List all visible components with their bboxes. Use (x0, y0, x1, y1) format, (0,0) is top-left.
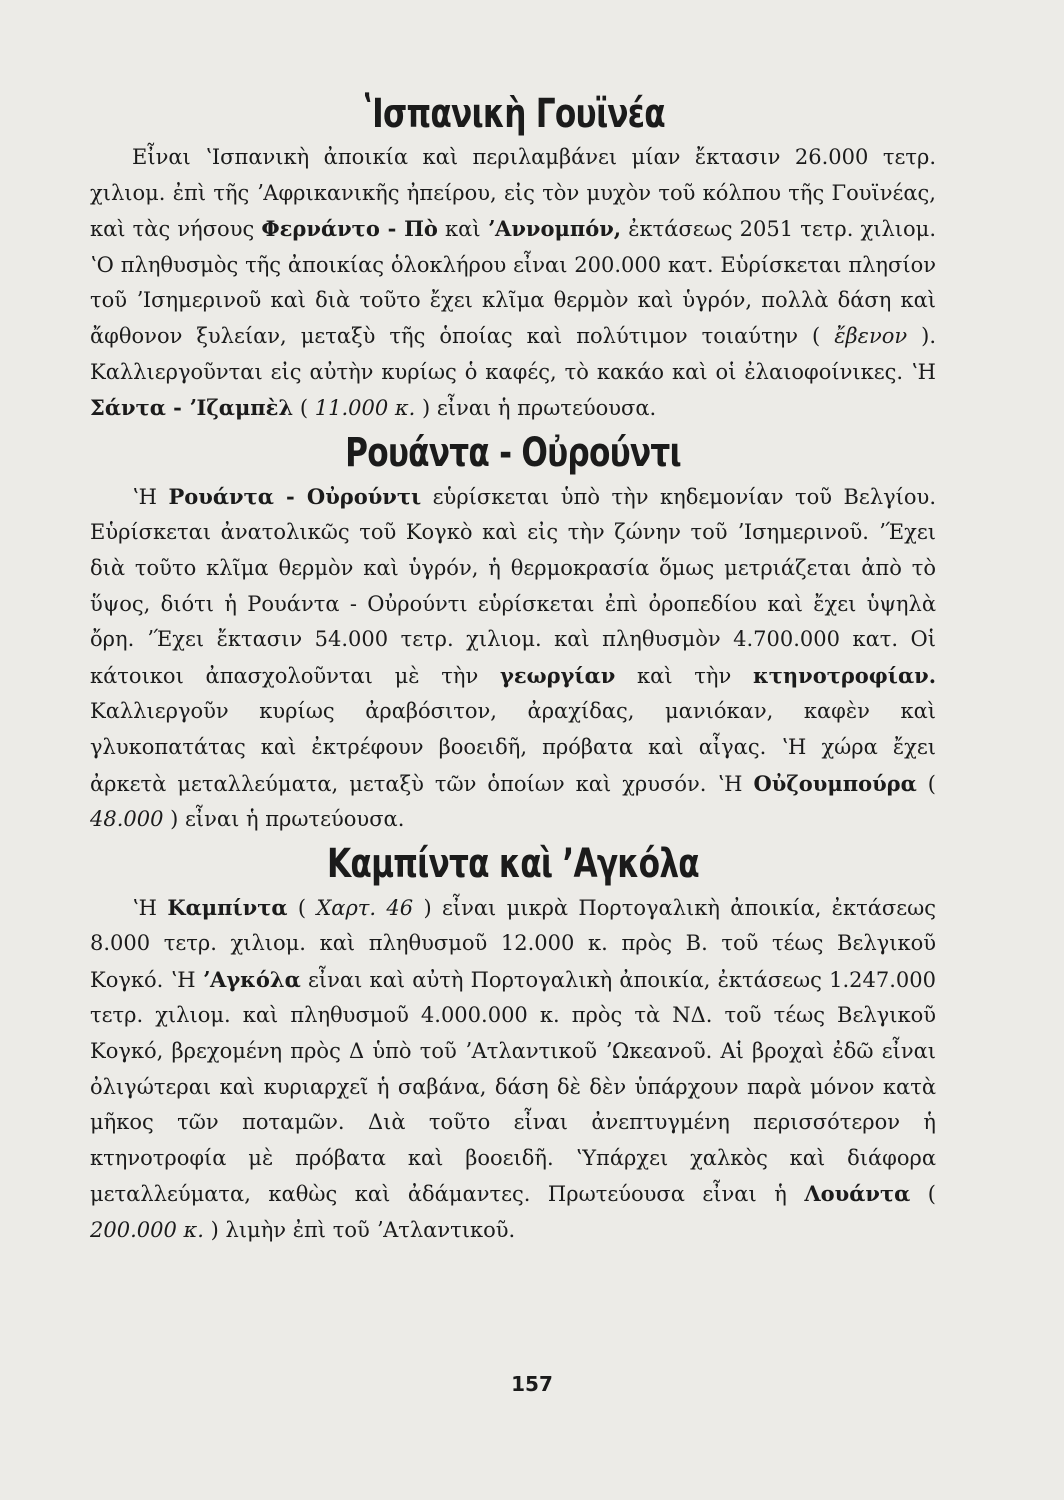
text-run: καὶ (437, 217, 488, 242)
italic-note: ἔβενον (834, 323, 908, 348)
text-run: ʽΗ (132, 895, 168, 920)
text-run: ἐκτάσεως 2051 τετρ. χιλιομ. ʽΟ πληθυσμὸς τῆς ἀποικίας ὁλοκλήρου εἶναι 200.000 κατ. Εὑρίσκεται πλησίον τοῦ ʼΙσημερινοῦ καὶ διὰ τοῦτο ἔχει κλῖμα θερμὸν καὶ ὑγρόν, πολλὰ δάση καὶ ἄφθονον ξυλείαν, μεταξὺ τῆς ὁποίας καὶ πολύτιμον τοιαύτην ( (90, 217, 937, 348)
section-title-ruanda-urundi: Ρουάντα - Οὐρούντι (345, 429, 681, 476)
text-run: ʽΗ (132, 484, 169, 509)
text-run: εὑρίσκεται ὑπὸ τὴν κηδεμονίαν τοῦ Βελγίου. Εὑρίσκεται ἀνατολικῶς τοῦ Κογκὸ καὶ εἰς τὴν ζώνην τοῦ ʼΙσημερινοῦ. ʼΈχει διὰ τοῦτο κλῖμα θερμὸν καὶ ὑγρόν, ἡ θερμοκρασία ὅμως μετριάζεται ἀπὸ τὸ ὕψος, διότι ἡ Ρουάντα - Οὐρούντι εὑρίσκεται ἐπὶ ὀροπεδίου καὶ ἔχει ὑψηλὰ ὄρη. ʼΈχει ἔκτασιν 54.000 τετρ. χιλιομ. καὶ πληθυσμὸν 4.700.000 κατ. Οἱ κάτοικοι ἀπασχολοῦνται μὲ τὴν (90, 484, 936, 688)
italic-note: 48.000 (90, 807, 164, 832)
text-run: ) εἶναι μικρὰ Πορτογαλικὴ ἀποικία, ἐκτάσεως 8.000 τετρ. χιλιομ. καὶ πληθυσμοῦ 12.000 κ. πρὸς Β. τοῦ τέως Βελγικοῦ Κογκό. ʽΗ (90, 895, 936, 992)
text-run: ( (910, 1182, 936, 1207)
text-run: ) εἶναι ἡ πρωτεύουσα. (163, 807, 405, 832)
bold-term: Φερνάντο - Πὸ (261, 216, 438, 242)
italic-note: 11.000 κ. (314, 396, 416, 421)
page-number: 157 (511, 1372, 553, 1396)
section-title-cabinda-angola: Καμπίντα καὶ ʼΑγκόλα (327, 840, 699, 887)
text-run: ( (916, 771, 936, 796)
bold-term: Σάντα - ʼΙζαμπὲλ (90, 395, 294, 421)
bold-term: κτηνοτροφίαν. (752, 662, 937, 688)
text-run: καὶ τὴν (615, 663, 753, 688)
page-content (90, 88, 936, 1249)
paragraph-ruanda-urundi (90, 479, 936, 838)
bold-term: Λουάντα (804, 1181, 911, 1207)
bold-term: γεωργίαν (499, 662, 616, 688)
text-run: εἶναι καὶ αὐτὴ Πορτογαλικὴ ἀποικία, ἐκτάσεως 1.247.000 τετρ. χιλιομ. καὶ πληθυσμοῦ 4.000.000 κ. πρὸς τὰ ΝΔ. τοῦ τέως Βελγικοῦ Κογκό, βρεχομένη πρὸς Δ ὑπὸ τοῦ ʼΑτλαντικοῦ ʼΩκεανοῦ. Αἱ βροχαὶ ἐδῶ εἶναι ὀλιγώτεραι καὶ κυριαρχεῖ ἡ σαβάνα, δάση δὲ δὲν ὑπάρχουν παρὰ μόνον κατὰ μῆκος τῶν ποταμῶν. Διὰ τοῦτο εἶναι ἀνεπτυγμένη περισσότερον ἡ κτηνοτροφία μὲ πρόβατα καὶ βοοειδῆ. ʽΥπάρχει χαλκὸς καὶ διάφορα μεταλλεύματα, καθὼς καὶ ἀδάμαντες. Πρωτεύουσα εἶναι ἡ (90, 967, 936, 1207)
section-title-spanish-guinea: ʽΙσπανικὴ Γουϊνέα (361, 91, 665, 137)
bold-term: ʼΑγκόλα (202, 966, 301, 992)
text-run: ) εἶναι ἡ πρωτεύουσα. (415, 396, 657, 421)
bold-term: Ρουάντα - Οὐρούντι (168, 483, 422, 509)
paragraph-spanish-guinea (90, 140, 936, 427)
text-run: ) λιμὴν ἐπὶ τοῦ ʼΑτλαντικοῦ. (203, 1218, 516, 1243)
text-run: Καλλιεργοῦν κυρίως ἀραβόσιτον, ἀραχίδας, μανιόκαν, καφὲν καὶ γλυκοπατάτας καὶ ἐκτρέφουν βοοειδῆ, πρόβατα καὶ αἶγας. ʽΗ χώρα ἔχει ἀρκετὰ μεταλλεύματα, μεταξὺ τῶν ὁποίων καὶ χρυσόν. ʽΗ (90, 699, 936, 796)
paragraph-cabinda-angola (90, 890, 936, 1249)
italic-note: Χαρτ. 46 (316, 895, 414, 920)
text-run: ). Καλλιεργοῦνται εἰς αὐτὴν κυρίως ὁ καφές, τὸ κακάο καὶ οἱ ἐλαιοφοίνικες. ʽΗ (90, 323, 937, 384)
text-run: ( (287, 895, 317, 920)
bold-term: ʼΑννομπόν, (487, 216, 622, 242)
italic-note: 200.000 κ. (90, 1218, 204, 1243)
bold-term: Οὐζουμπούρα (753, 770, 917, 796)
text-run: Εἶναι ʽΙσπανικὴ ἀποικία καὶ περιλαμβάνει μίαν ἔκτασιν 26.000 τετρ. χιλιομ. ἐπὶ τῆς ʼΑφρικανικῆς ἠπείρου, εἰς τὸν μυχὸν τοῦ κόλπου τῆς Γουϊνέας, καὶ τὰς νήσους (90, 145, 936, 242)
text-run: ( (293, 396, 315, 421)
bold-term: Καμπίντα (167, 894, 288, 920)
